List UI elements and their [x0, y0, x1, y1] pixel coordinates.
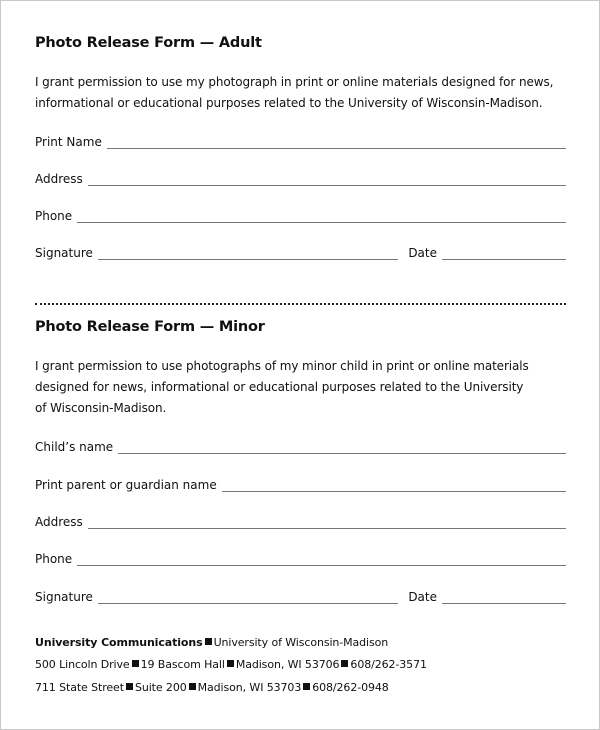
- phone-input[interactable]: [77, 554, 566, 566]
- signature-input[interactable]: [98, 248, 398, 260]
- adult-signature-field[interactable]: [35, 244, 566, 260]
- address-input[interactable]: [88, 174, 566, 186]
- square-bullet-icon: [205, 638, 212, 645]
- cut-line-divider: [35, 303, 566, 305]
- date-input[interactable]: [442, 592, 566, 604]
- minor-signature-field[interactable]: [35, 588, 566, 604]
- footer-line-1: [35, 636, 388, 649]
- footer-line-3: [35, 681, 389, 694]
- footer-text: 608/262-0948: [312, 681, 389, 694]
- adult-phone-field[interactable]: [35, 207, 566, 223]
- minor-form-title: Photo Release Form — Minor: [35, 319, 265, 335]
- guardian-name-input[interactable]: [222, 480, 566, 492]
- paragraph-line: of Wisconsin-Madison.: [35, 401, 167, 415]
- phone-input[interactable]: [77, 211, 566, 223]
- footer-text: Madison, WI 53703: [197, 681, 302, 694]
- field-label: Signature: [35, 590, 93, 604]
- paragraph-line: I grant permission to use photographs of my minor child in print or online materials: [35, 359, 529, 373]
- field-label: Child’s name: [35, 440, 114, 454]
- adult-form-title: Photo Release Form — Adult: [35, 35, 262, 51]
- minor-guardian-name-field[interactable]: [35, 476, 566, 492]
- adult-address-field[interactable]: [35, 170, 566, 186]
- square-bullet-icon: [341, 660, 348, 667]
- square-bullet-icon: [303, 683, 310, 690]
- square-bullet-icon: [132, 660, 139, 667]
- footer-text: 500 Lincoln Drive: [35, 658, 130, 671]
- field-label: Phone: [35, 209, 73, 223]
- minor-phone-field[interactable]: [35, 550, 566, 566]
- field-label: Print parent or guardian name: [35, 478, 217, 492]
- adult-print-name-field[interactable]: [35, 133, 566, 149]
- footer-text: Madison, WI 53706: [235, 658, 340, 671]
- footer-org: University Communications: [35, 636, 203, 649]
- minor-child-name-field[interactable]: [35, 438, 566, 454]
- square-bullet-icon: [189, 683, 196, 690]
- date-label: Date: [408, 590, 437, 604]
- signature-input[interactable]: [98, 592, 398, 604]
- footer-text: 608/262-3571: [350, 658, 427, 671]
- footer-text: 711 State Street: [35, 681, 124, 694]
- paragraph-line: designed for news, informational or educational purposes related to the University: [35, 380, 524, 394]
- date-label: Date: [408, 246, 437, 260]
- field-label: Signature: [35, 246, 93, 260]
- address-input[interactable]: [88, 517, 566, 529]
- minor-permission-text: [35, 356, 529, 419]
- date-input[interactable]: [442, 248, 566, 260]
- footer-text: Suite 200: [134, 681, 187, 694]
- field-label: Address: [35, 515, 83, 529]
- print-name-input[interactable]: [107, 137, 566, 149]
- footer-text: 19 Bascom Hall: [140, 658, 225, 671]
- paragraph-line: informational or educational purposes related to the University of Wisconsin-Madison.: [35, 96, 543, 110]
- footer-university: University of Wisconsin-Madison: [213, 636, 389, 649]
- square-bullet-icon: [126, 683, 133, 690]
- paragraph-line: I grant permission to use my photograph in print or online materials designed for news,: [35, 75, 554, 89]
- minor-address-field[interactable]: [35, 513, 566, 529]
- field-label: Address: [35, 172, 83, 186]
- adult-permission-text: [35, 72, 553, 114]
- field-label: Print Name: [35, 135, 102, 149]
- child-name-input[interactable]: [118, 442, 566, 454]
- square-bullet-icon: [227, 660, 234, 667]
- footer-line-2: [35, 658, 427, 671]
- field-label: Phone: [35, 552, 73, 566]
